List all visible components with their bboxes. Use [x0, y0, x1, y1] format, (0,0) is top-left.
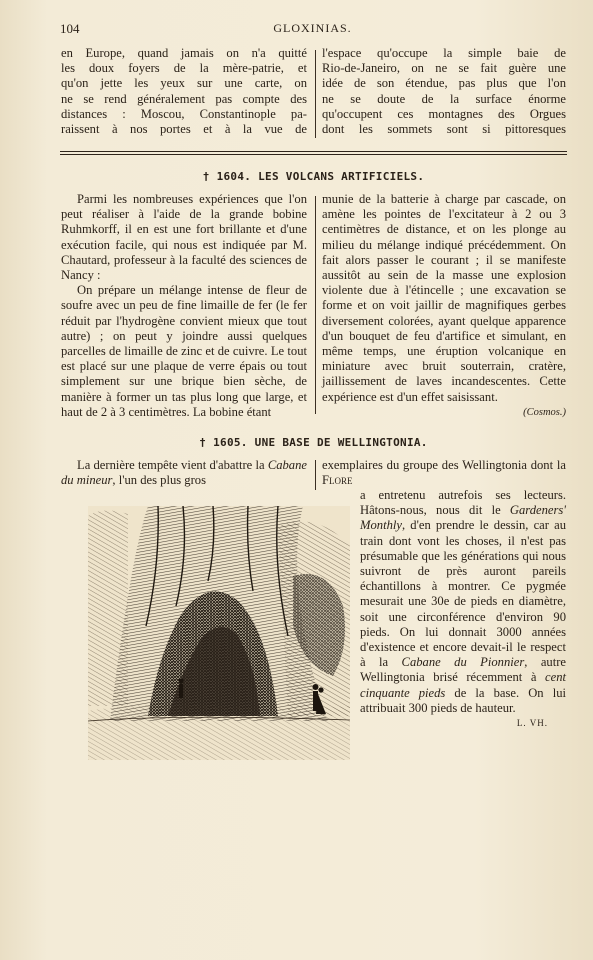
section1-right-column — [322, 192, 566, 420]
text-run: , autre Wellingtonia brisé récemment à — [360, 655, 566, 685]
text-run: exemplaires du groupe des Wellingtonia dont la — [322, 458, 566, 472]
text-run: La dernière tempête vient d'abattre la — [77, 458, 268, 472]
italic-title: Gardeners' Monthly — [360, 503, 566, 533]
text-line: l'espace qu'occupe la simple baie de — [322, 46, 566, 60]
section2-right-column-top — [322, 458, 566, 488]
text-line: raissent à nos portes et à la vue de — [61, 122, 307, 137]
section-rule — [60, 154, 567, 155]
author-signature: L. VH. — [516, 718, 548, 729]
text-line: Rio-de-Janeiro, on ne se fait guère une — [322, 61, 566, 76]
section2-left-column — [61, 458, 307, 488]
column-divider — [315, 50, 316, 138]
column-divider — [315, 460, 316, 490]
text-run: de la base. On lui attribuait 300 pieds de hauteur. — [360, 685, 566, 715]
text-line: qu'occupent ces montagnes des Orgues — [322, 106, 566, 121]
paragraph: On prépare un mélange intense de fleur de soufre avec un peu de fine limaille de fer (le fer réduit par l'hydrogène convient mieux que tout autre) ; on peut y joindre aussi quelques parcelles de limaille de zinc et de cuivre. Le tout est placé sur une plaque de verre épais ou tout simplement sur une brique bien sèche, de manière à former un tas plus long que large, et haut de 2 à 3 centimètres. La bobine étant — [61, 283, 307, 419]
tree-stump-engraving — [88, 506, 350, 760]
text-line: en Europe, quand jamais on n'a quitté — [61, 46, 307, 60]
text-line: dont les sommets sont si pittoresques — [322, 122, 566, 137]
text-line: les doux foyers de la mère-patrie, et — [61, 61, 307, 76]
text-line: qu'on jette les yeux sur une carte, on — [61, 76, 307, 91]
text-run: a entretenu autrefois ses lecteurs. Hâtons-nous, nous dit le — [360, 488, 566, 518]
top-left-column — [61, 46, 307, 137]
paragraph — [360, 488, 566, 716]
citation: (Cosmos.) — [523, 406, 566, 418]
paragraph: munie de la batterie à charge par cascade, on amène les pointes de l'excitateur à 2 ou 3 centimètres de distance, et on les plonge au milieu du mélange indiqué précédemment. On fait alors passer le courant ; il se manifeste aussitôt au sein de la masse une explosion violente due à l'étincelle ; une excavation se forme et on voit jaillir de magnifiques gerbes diversement colorées, ayant quelque apparence d'un bouquet de feu d'artifice et simulant, en même temps, une éruption volcanique en miniature avec bruit souterrain, cratère, jaillissement de laves incandescentes. Cette expérience est d'un effet saisissant. — [322, 192, 566, 404]
section-heading-1605: † 1605. UNE BASE DE WELLINGTONIA. — [199, 436, 428, 449]
page-header — [60, 21, 565, 41]
paragraph — [61, 458, 307, 488]
small-caps-name: Flore — [322, 473, 353, 488]
column-divider — [315, 196, 316, 414]
italic-phrase: cent cinquante pieds — [360, 670, 566, 700]
section2-right-column-wrap — [360, 488, 566, 731]
running-title: GLOXINIAS. — [273, 21, 352, 35]
paragraph: Parmi les nombreuses expériences que l'on peut réaliser à l'aide de la grande bobine Ruhmkorff, il en est une fort brillante et d'une exécution facile, qui nous est indiquée par M. Chautard, professeur à la faculté des sciences de Nancy : — [61, 192, 307, 283]
paragraph — [322, 458, 566, 488]
text-run: , l'un des plus gros — [112, 473, 206, 488]
section-rule — [60, 151, 567, 152]
section1-left-column — [61, 192, 307, 420]
text-line: ne se rend généralement pas compte des — [61, 91, 307, 106]
top-right-column — [322, 46, 566, 137]
text-line: idée de son étendue, pas plus que l'on — [322, 76, 566, 91]
section-heading-1604: † 1604. LES VOLCANS ARTIFICIELS. — [202, 170, 425, 183]
italic-title: Cabane du mineur — [61, 458, 307, 488]
italic-title: Cabane du Pionnier — [401, 655, 525, 670]
page-number: 104 — [60, 21, 80, 36]
text-line: distances : Moscou, Constantinople pa- — [61, 106, 307, 121]
text-line: ne se doute de la surface énorme — [322, 91, 566, 106]
text-run: , d'en prendre le dessin, car au train dont vont les choses, il n'est pas présumable que les générations qui nous suivront de près auront pareils échantillons à montrer. Ce pygmée mesurait une 30e de pieds en diamètre, soit une circonférence d'environ 90 pieds. On lui donnait 3000 années d'existence et encore devait-il le respect à la — [360, 518, 566, 670]
